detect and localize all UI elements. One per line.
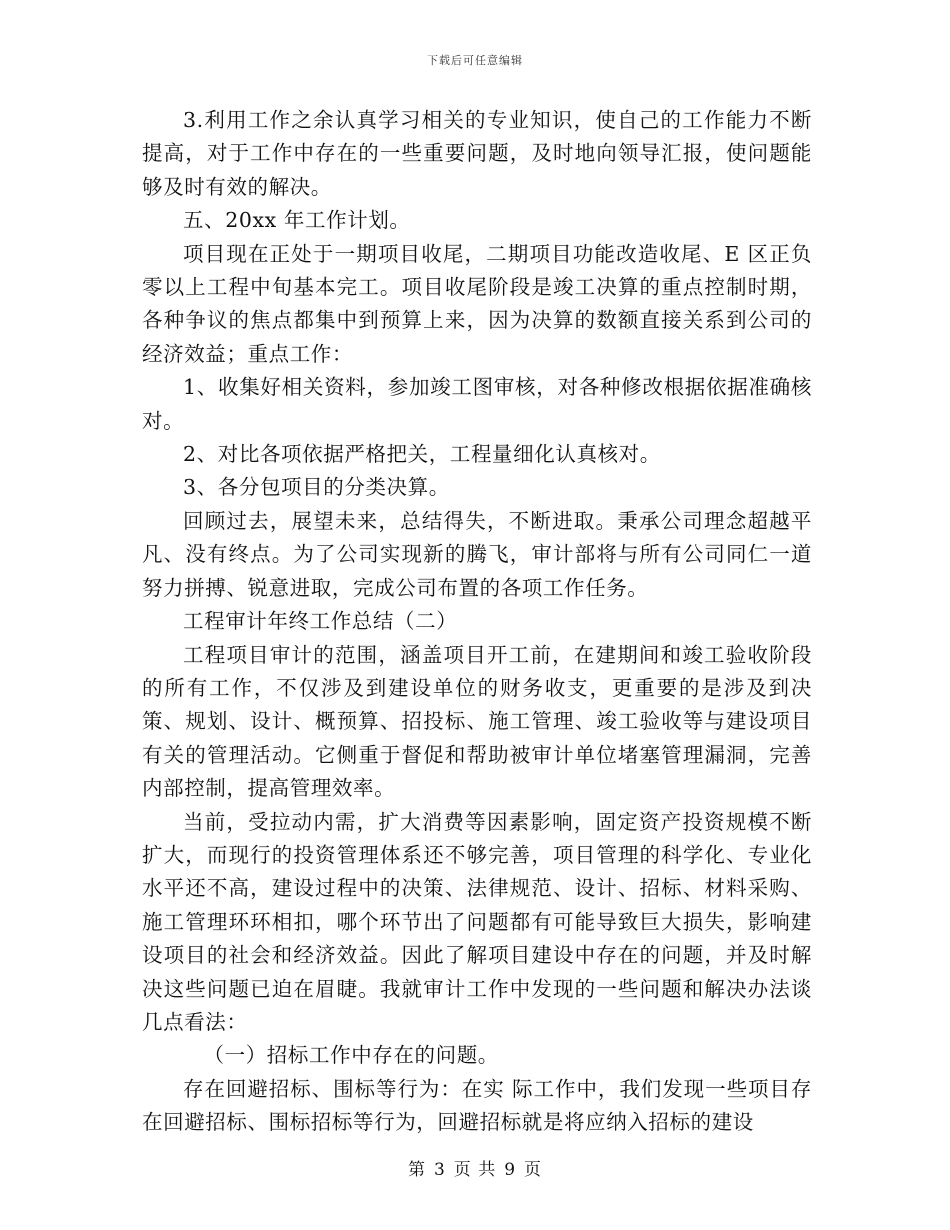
page-suffix: 页 <box>524 1160 543 1180</box>
page-label: 第 <box>407 1160 426 1180</box>
section-title-summary-2: 工程审计年终工作总结（二） <box>183 609 458 634</box>
list-item-3: 3、各分包项目的分类决算。 <box>183 475 450 500</box>
paragraph-review: 回顾过去，展望未来，总结得失，不断进取。秉承公司理念超越平凡、没有终点。为了公司实现新的腾飞，审计部将与所有公司同仁一道努力拼搏、锐意进取，完成公司布置的各项工作任务。 <box>142 508 812 600</box>
page-header: 下载后可任意编辑 <box>427 54 523 67</box>
section-heading-plan: 五、20xx 年工作计划。 <box>183 208 411 233</box>
paragraph-bidding-issues: 存在回避招标、围标等行为：在实 际工作中，我们发现一些项目存在回避招标、围标招标等行为，回避招标就是将应纳入招标的建设 <box>142 1076 812 1135</box>
paragraph-project-status: 项目现在正处于一期项目收尾，二期项目功能改造收尾、E 区正负零以上工程中旬基本完工。项目收尾阶段是竣工决算的重点控制时期，各种争议的焦点都集中到预算上来，因为决算的数额直接关系到公司的经济效益；重点工作： <box>142 241 812 366</box>
page-of-label: 页 共 <box>453 1160 497 1180</box>
paragraph-audit-scope: 工程项目审计的范围，涵盖项目开工前，在建期间和竣工验收阶段的所有工作，不仅涉及到建设单位的财务收支，更重要的是涉及到决策、规划、设计、概预算、招投标、施工管理、竣工验收等与建设项目有关的管理活动。它侧重于督促和帮助被审计单位堵塞管理漏洞，完善内部控制，提高管理效率。 <box>142 642 812 801</box>
page-footer <box>0 1155 950 1180</box>
paragraph-current-situation: 当前，受拉动内需，扩大消费等因素影响，固定资产投资规模不断扩大，而现行的投资管理体系还不够完善，项目管理的科学化、专业化水平还不高，建设过程中的决策、法律规范、设计、招标、材料采购、施工管理环环相扣，哪个环节出了问题都有可能导致巨大损失，影响建设项目的社会和经济效益。因此了解项目建设中存在的问题，并及时解决这些问题已迫在眉睫。我就审计工作中发现的一些问题和解决办法谈几点看法： <box>142 809 812 1034</box>
list-item-2: 2、对比各项依据严格把关，工程量细化认真核对。 <box>183 442 661 467</box>
document-body <box>142 104 812 1140</box>
page-current: 3 <box>433 1160 446 1180</box>
subsection-heading-bidding: （一）招标工作中存在的问题。 <box>203 1043 499 1068</box>
list-item-1: 1、收集好相关资料，参加竣工图审核，对各种修改根据依据准确核对。 <box>142 375 812 433</box>
paragraph-study: 3.利用工作之余认真学习相关的专业知识，使自己的工作能力不断提高，对于工作中存在的一些重要问题，及时地向领导汇报，使问题能够及时有效的解决。 <box>142 108 812 199</box>
page-total: 9 <box>504 1160 517 1180</box>
